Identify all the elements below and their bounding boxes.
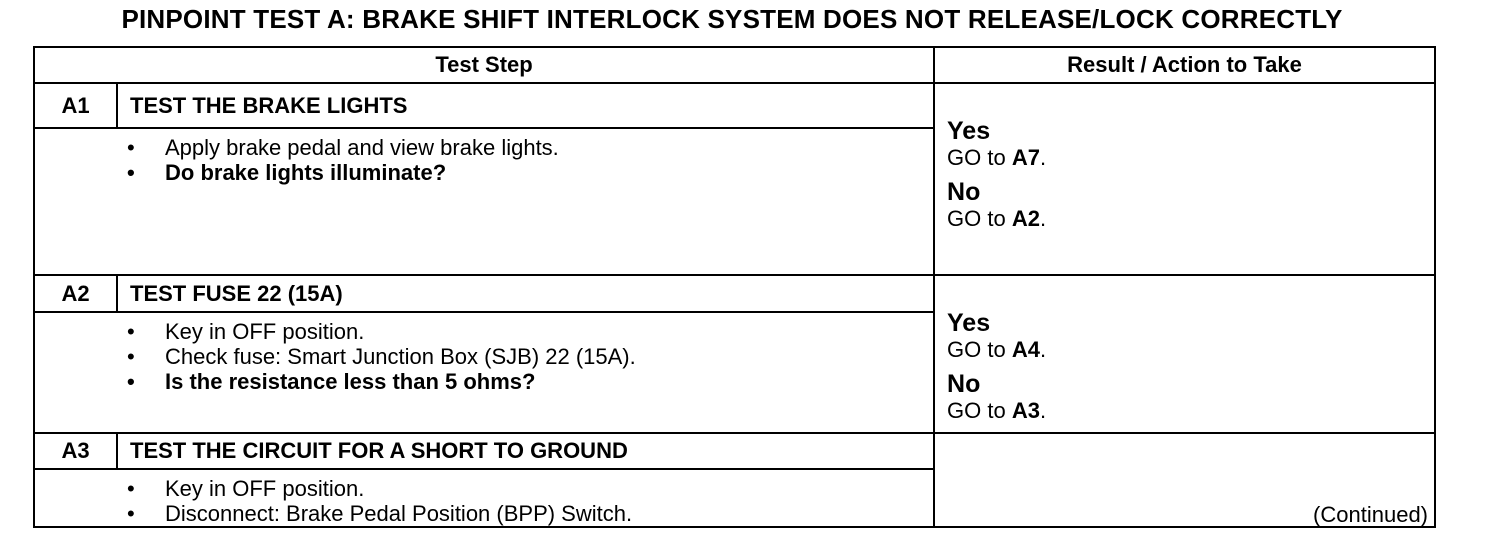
step-heading: TEST FUSE 22 (15A)	[117, 275, 934, 312]
result-action: GO to A3.	[947, 398, 1047, 423]
result-answer: Yes	[947, 309, 991, 337]
table-header-row	[34, 47, 1435, 83]
result-action: GO to A2.	[947, 206, 1047, 231]
step-body	[117, 469, 934, 527]
step-id: A2	[34, 275, 117, 312]
continued-note: (Continued)	[1313, 502, 1428, 527]
bullet-list	[117, 319, 933, 394]
step-id: A1	[34, 83, 117, 128]
result-action: GO to A4.	[947, 337, 1047, 362]
bullet-list	[117, 476, 933, 526]
step-heading: TEST THE BRAKE LIGHTS	[117, 83, 934, 128]
result-cell	[934, 83, 1435, 275]
step-heading: TEST THE CIRCUIT FOR A SHORT TO GROUND	[117, 433, 934, 469]
bullet-list	[117, 135, 933, 185]
step-a1-heading-row	[34, 83, 1435, 128]
list-item: • Disconnect: Brake Pedal Position (BPP) Switch.	[127, 501, 633, 526]
test-step-header: Test Step	[34, 47, 934, 83]
step-id: A3	[34, 433, 117, 469]
list-item: • Check fuse: Smart Junction Box (SJB) 22 (15A).	[127, 344, 636, 370]
step-body	[117, 312, 934, 433]
page-title: PINPOINT TEST A: BRAKE SHIFT INTERLOCK SYSTEM DOES NOT RELEASE/LOCK CORRECTLY	[121, 4, 1343, 34]
result-action-header: Result / Action to Take	[934, 47, 1435, 83]
list-item: • Apply brake pedal and view brake lights.	[127, 135, 559, 161]
pinpoint-test-table	[33, 46, 1436, 528]
step-a3-heading-row	[34, 433, 1435, 469]
step-body	[117, 128, 934, 275]
result-cell	[934, 275, 1435, 433]
list-item: • Key in OFF position.	[127, 476, 365, 501]
result-answer: No	[947, 178, 981, 206]
list-item: • Is the resistance less than 5 ohms?	[127, 369, 536, 395]
result-answer: No	[947, 370, 981, 398]
result-answer: Yes	[947, 117, 991, 145]
list-item: • Key in OFF position.	[127, 319, 365, 345]
list-item: • Do brake lights illuminate?	[127, 160, 447, 186]
step-a2-heading-row	[34, 275, 1435, 312]
result-action: GO to A7.	[947, 145, 1047, 170]
